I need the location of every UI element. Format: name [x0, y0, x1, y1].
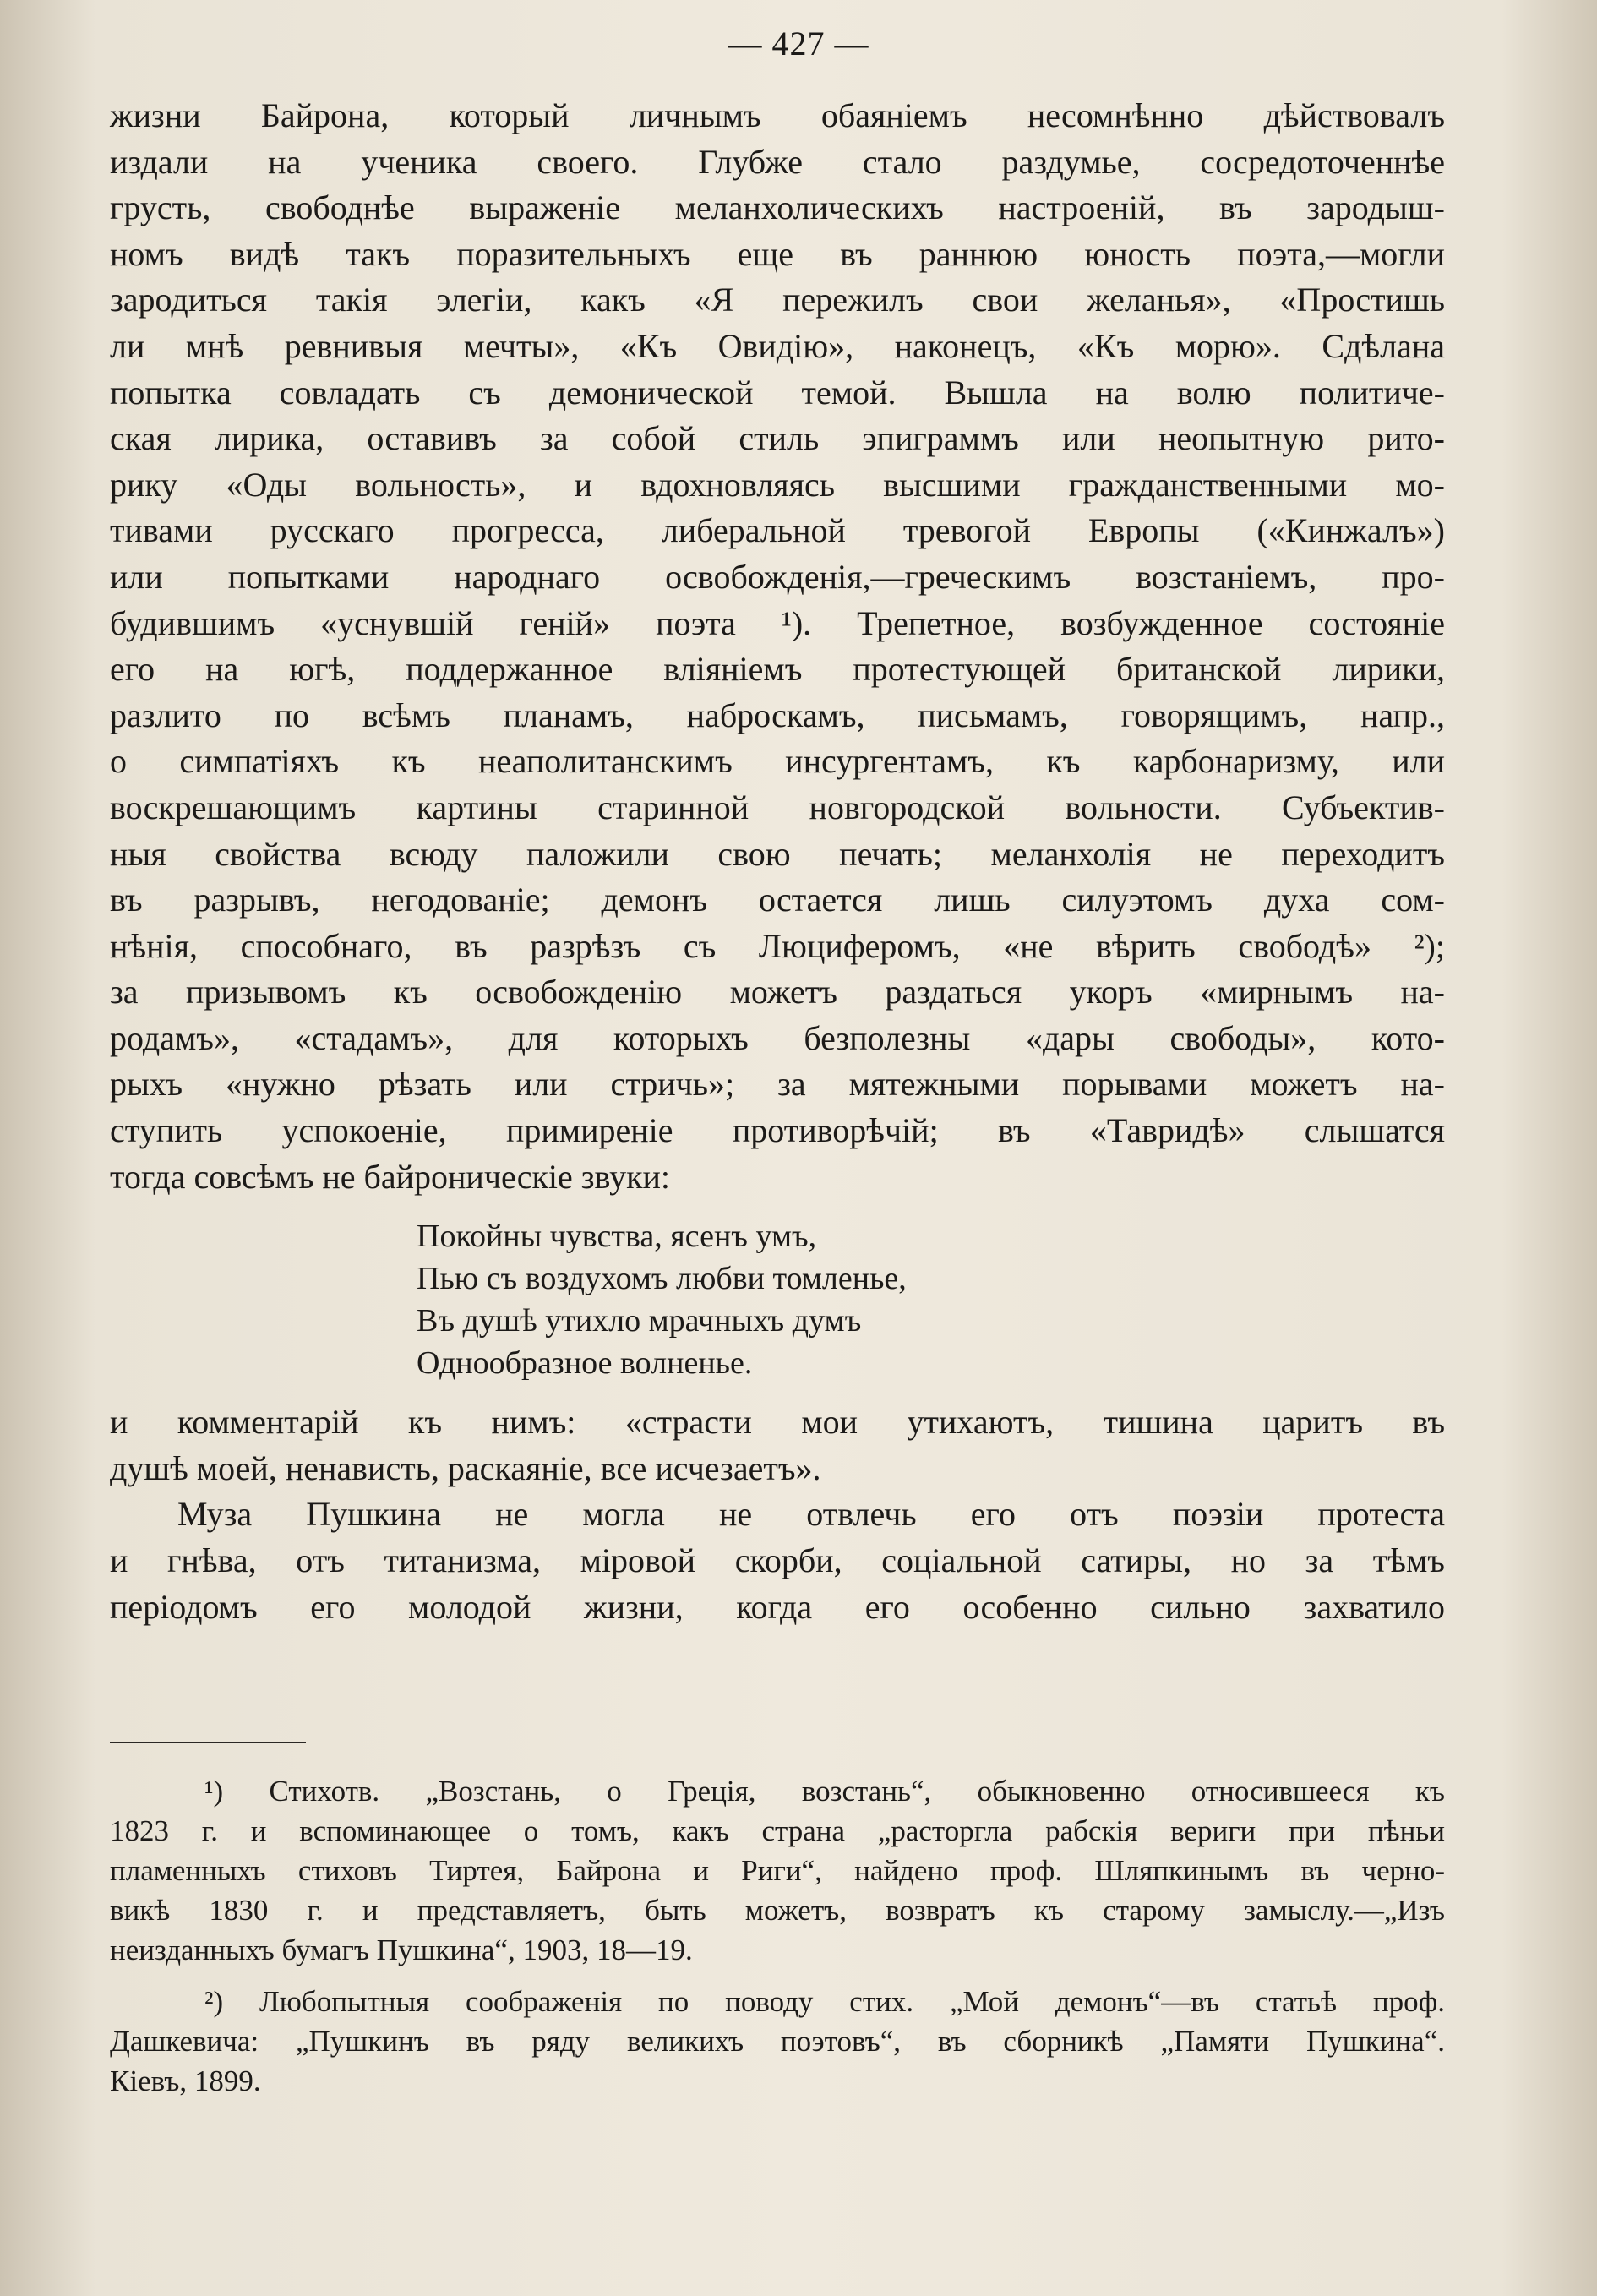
text-line: о симпатіяхъ къ неаполитанскимъ инсургентамъ, къ карбонаризму, или [110, 742, 1445, 781]
text-line: и комментарій къ нимъ: «страсти мои утихаютъ, тишина царитъ въ [110, 1403, 1445, 1442]
footnote-2 [110, 1982, 1445, 2101]
text-line: періодомъ его молодой жизни, когда его особенно сильно захватило [110, 1587, 1445, 1626]
text-line: его на югѣ, поддержанное вліяніемъ протестующей британской лирики, [110, 650, 1445, 689]
text-line: ступить успокоеніе, примиреніе противорѣчій; въ «Тавридѣ» слышатся [110, 1111, 1445, 1150]
text-line: за призывомъ къ освобожденію можетъ раздаться укоръ «мирнымъ на- [110, 973, 1445, 1012]
poem-verse: Въ душѣ утихло мрачныхъ думъ [417, 1303, 862, 1339]
footnote-line: 1823 г. и вспоминающее о томъ, какъ страна „расторгла рабскія вериги при пѣньи [110, 1814, 1445, 1847]
footnote-line: ¹) Стихотв. „Возстань, о Греція, возстань“, обыкновенно относившееся къ [204, 1775, 1445, 1808]
text-line: нѣнія, способнаго, въ разрѣзъ съ Люциферомъ, «не вѣрить свободѣ» ²); [110, 926, 1445, 965]
paragraph-2 [110, 1399, 1445, 1492]
footnotes [110, 1771, 1445, 2113]
text-line: попытка совладать съ демонической темой. Вышла на волю политиче- [110, 373, 1445, 412]
text-line: родамъ», «стадамъ», для которыхъ безполезны «дары свободы», кото- [110, 1018, 1445, 1057]
text-line: жизни Байрона, который личнымъ обаяніемъ несомнѣнно дѣйствовалъ [110, 96, 1445, 134]
main-text [110, 93, 1445, 1630]
page-number: — 427 — [728, 25, 869, 63]
text-line: ская лирика, оставивъ за собой стиль эпиграммъ или неопытную рито- [110, 419, 1445, 458]
footnote-line: викѣ 1830 г. и представляетъ, быть можетъ, возвратъ къ старому замыслу.—„Изъ [110, 1894, 1445, 1927]
poem-quote [417, 1215, 1445, 1384]
footnote-line: ²) Любопытныя соображенія по поводу стих. „Мой демонъ“—въ статьѣ проф. [204, 1985, 1445, 2018]
footnote-divider [110, 1742, 306, 1743]
paragraph-3 [110, 1492, 1445, 1630]
text-line: рику «Оды вольность», и вдохновляясь высшими гражданственными мо- [110, 465, 1445, 504]
poem-verse: Пью съ воздухомъ любви томленье, [417, 1261, 907, 1297]
footnote-line: Дашкевича: „Пушкинъ въ ряду великихъ поэтовъ“, въ сборникѣ „Памяти Пушкина“. [110, 2025, 1445, 2058]
text-line: ли мнѣ ревнивыя мечты», «Къ Овидію», наконецъ, «Къ морю». Сдѣлана [110, 326, 1445, 365]
text-line: ныя свойства всюду паложили свою печать; меланхолія не переходитъ [110, 834, 1445, 873]
paragraph-1 [110, 93, 1445, 1200]
text-line: въ разрывъ, негодованіе; демонъ остается лишь силуэтомъ духа сом- [110, 881, 1445, 919]
text-line: рыхъ «нужно рѣзать или стричь»; за мятежными порывами можетъ на- [110, 1065, 1445, 1104]
text-line: тивами русскаго прогресса, либеральной тревогой Европы («Кинжалъ») [110, 511, 1445, 550]
poem-verse: Однообразное волненье. [417, 1345, 753, 1382]
text-line: тогда совсѣмъ не байроническіе звуки: [110, 1157, 671, 1196]
text-line: издали на ученика своего. Глубже стало раздумье, сосредоточеннѣе [110, 142, 1445, 181]
text-line: воскрешающимъ картины старинной новгородской вольности. Субъектив- [110, 788, 1445, 826]
text-line: номъ видѣ такъ поразительныхъ еще въ раннюю юность поэта,—могли [110, 234, 1445, 273]
text-line: грусть, свободнѣе выраженіе меланхолическихъ настроеній, въ зародыш- [110, 188, 1445, 227]
text-line: или попытками народнаго освобожденія,—греческимъ возстаніемъ, про- [110, 557, 1445, 596]
text-line: Муза Пушкина не могла не отвлечь его отъ поэзіи протеста [177, 1495, 1445, 1534]
text-line: душѣ моей, ненависть, раскаяніе, все исчезаетъ». [110, 1448, 821, 1487]
footnote-line: пламенныхъ стиховъ Тиртея, Байрона и Риги“, найдено проф. Шляпкинымъ въ черно- [110, 1854, 1445, 1887]
text-line: и гнѣва, отъ титанизма, міровой скорби, соціальной сатиры, но за тѣмъ [110, 1541, 1445, 1580]
text-line: разлито по всѣмъ планамъ, наброскамъ, письмамъ, говорящимъ, напр., [110, 695, 1445, 734]
footnote-1 [110, 1771, 1445, 1970]
footnote-line: неизданныхъ бумагъ Пушкина“, 1903, 18—19. [110, 1933, 693, 1966]
text-line: зародиться такія элегіи, какъ «Я пережилъ свои желанья», «Простишь [110, 281, 1445, 319]
footnote-line: Кіевъ, 1899. [110, 2064, 261, 2097]
poem-verse: Покойны чувства, ясенъ умъ, [417, 1219, 817, 1255]
text-line: будившимъ «уснувшій геній» поэта ¹). Трепетное, возбужденное состояніе [110, 603, 1445, 642]
